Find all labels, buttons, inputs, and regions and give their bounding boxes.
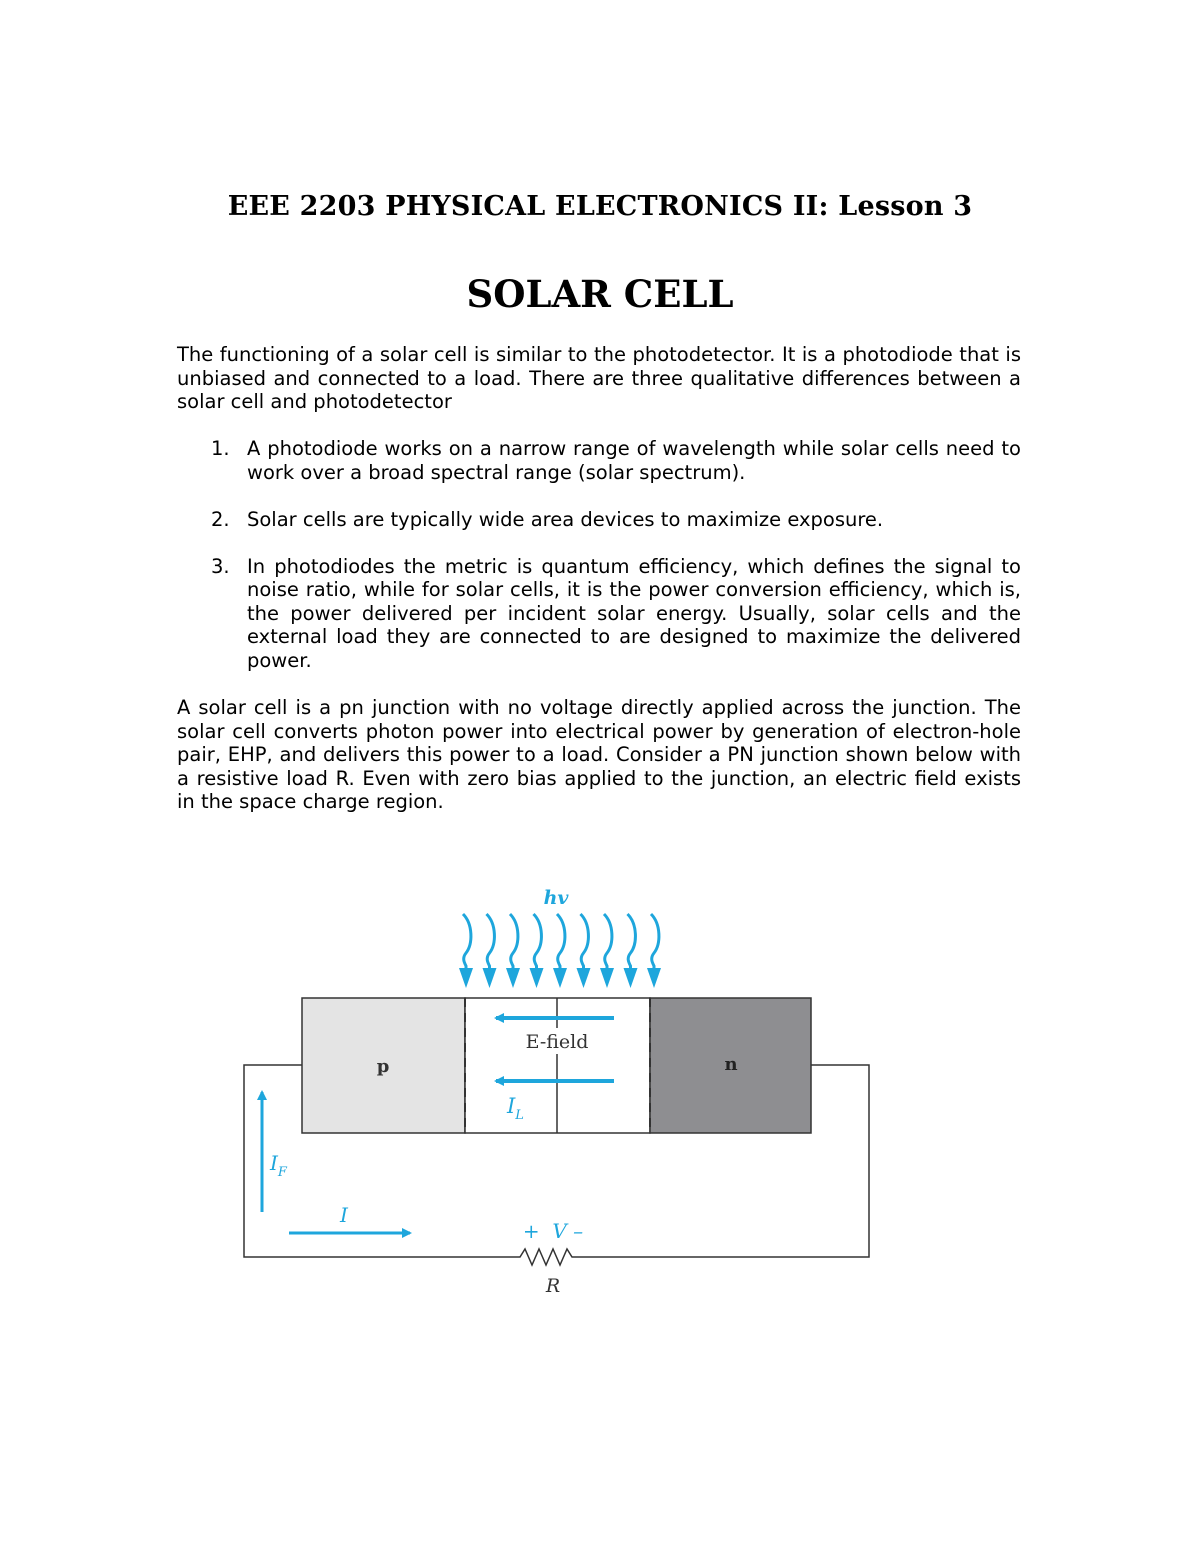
list-text: In photodiodes the metric is quantum efficiency, which defines the signal to noise ratio, while for solar cells, it is the power conversion efficiency, which is, the power delivered per incident solar energy. Usually, solar cells and the external load they are connected to are designed to maximize the delivered power. — [247, 554, 1021, 672]
incident-light-arrows — [459, 914, 661, 988]
list-text: A photodiode works on a narrow range of wavelength while solar cells need to work over a broad spectral range (solar spectrum). — [247, 437, 1021, 484]
list-number: 3. — [211, 554, 230, 578]
if-label: $I_F$ — [270, 1151, 287, 1180]
light-ray-arrowhead — [624, 968, 638, 988]
light-ray — [510, 914, 518, 972]
light-ray — [604, 914, 612, 972]
light-ray-arrowhead — [459, 968, 473, 988]
resistor-label: R — [545, 1275, 561, 1297]
photon-label: hv — [543, 887, 569, 909]
light-ray-arrowhead — [483, 968, 497, 988]
voltage-label: + V – — [522, 1219, 584, 1243]
course-title: EEE 2203 PHYSICAL ELECTRONICS II: Lesson 3 — [227, 191, 973, 222]
list-number: 1. — [211, 437, 230, 460]
light-ray — [581, 914, 589, 972]
efield-label: E-field — [525, 1031, 589, 1053]
p-label: p — [376, 1056, 390, 1077]
list-number: 2. — [211, 507, 230, 531]
intro-paragraph: The functioning of a solar cell is similar to the photodetector. It is a photodiode that is unbiased and connected to a load. There are three qualitative differences between a solar cell and photodetector — [177, 343, 1021, 413]
light-ray — [534, 914, 542, 972]
pn-junction-paragraph: A solar cell is a pn junction with no voltage directly applied across the junction. The solar cell converts photon power into electrical power by generation of electron-hole pair, EHP, and delivers this power to a load. Consider a PN junction shown below with a resistive load R. Even with zero bias applied to the junction, an electric field exists in the space charge region. — [177, 696, 1021, 813]
light-ray-arrowhead — [506, 968, 520, 988]
light-ray — [463, 914, 471, 972]
list-text: Solar cells are typically wide area devices to maximize exposure. — [247, 507, 884, 531]
light-ray-arrowhead — [647, 968, 661, 988]
light-ray — [487, 914, 495, 972]
page-title: SOLAR CELL — [466, 272, 734, 316]
light-ray-arrowhead — [530, 968, 544, 988]
n-label: n — [724, 1054, 738, 1075]
i-label: I — [340, 1203, 348, 1227]
light-ray — [651, 914, 659, 972]
light-ray-arrowhead — [553, 968, 567, 988]
light-ray-arrowhead — [600, 968, 614, 988]
light-ray — [557, 914, 565, 972]
light-ray-arrowhead — [577, 968, 591, 988]
il-label: $I_L$ — [507, 1094, 524, 1123]
light-ray — [628, 914, 636, 972]
